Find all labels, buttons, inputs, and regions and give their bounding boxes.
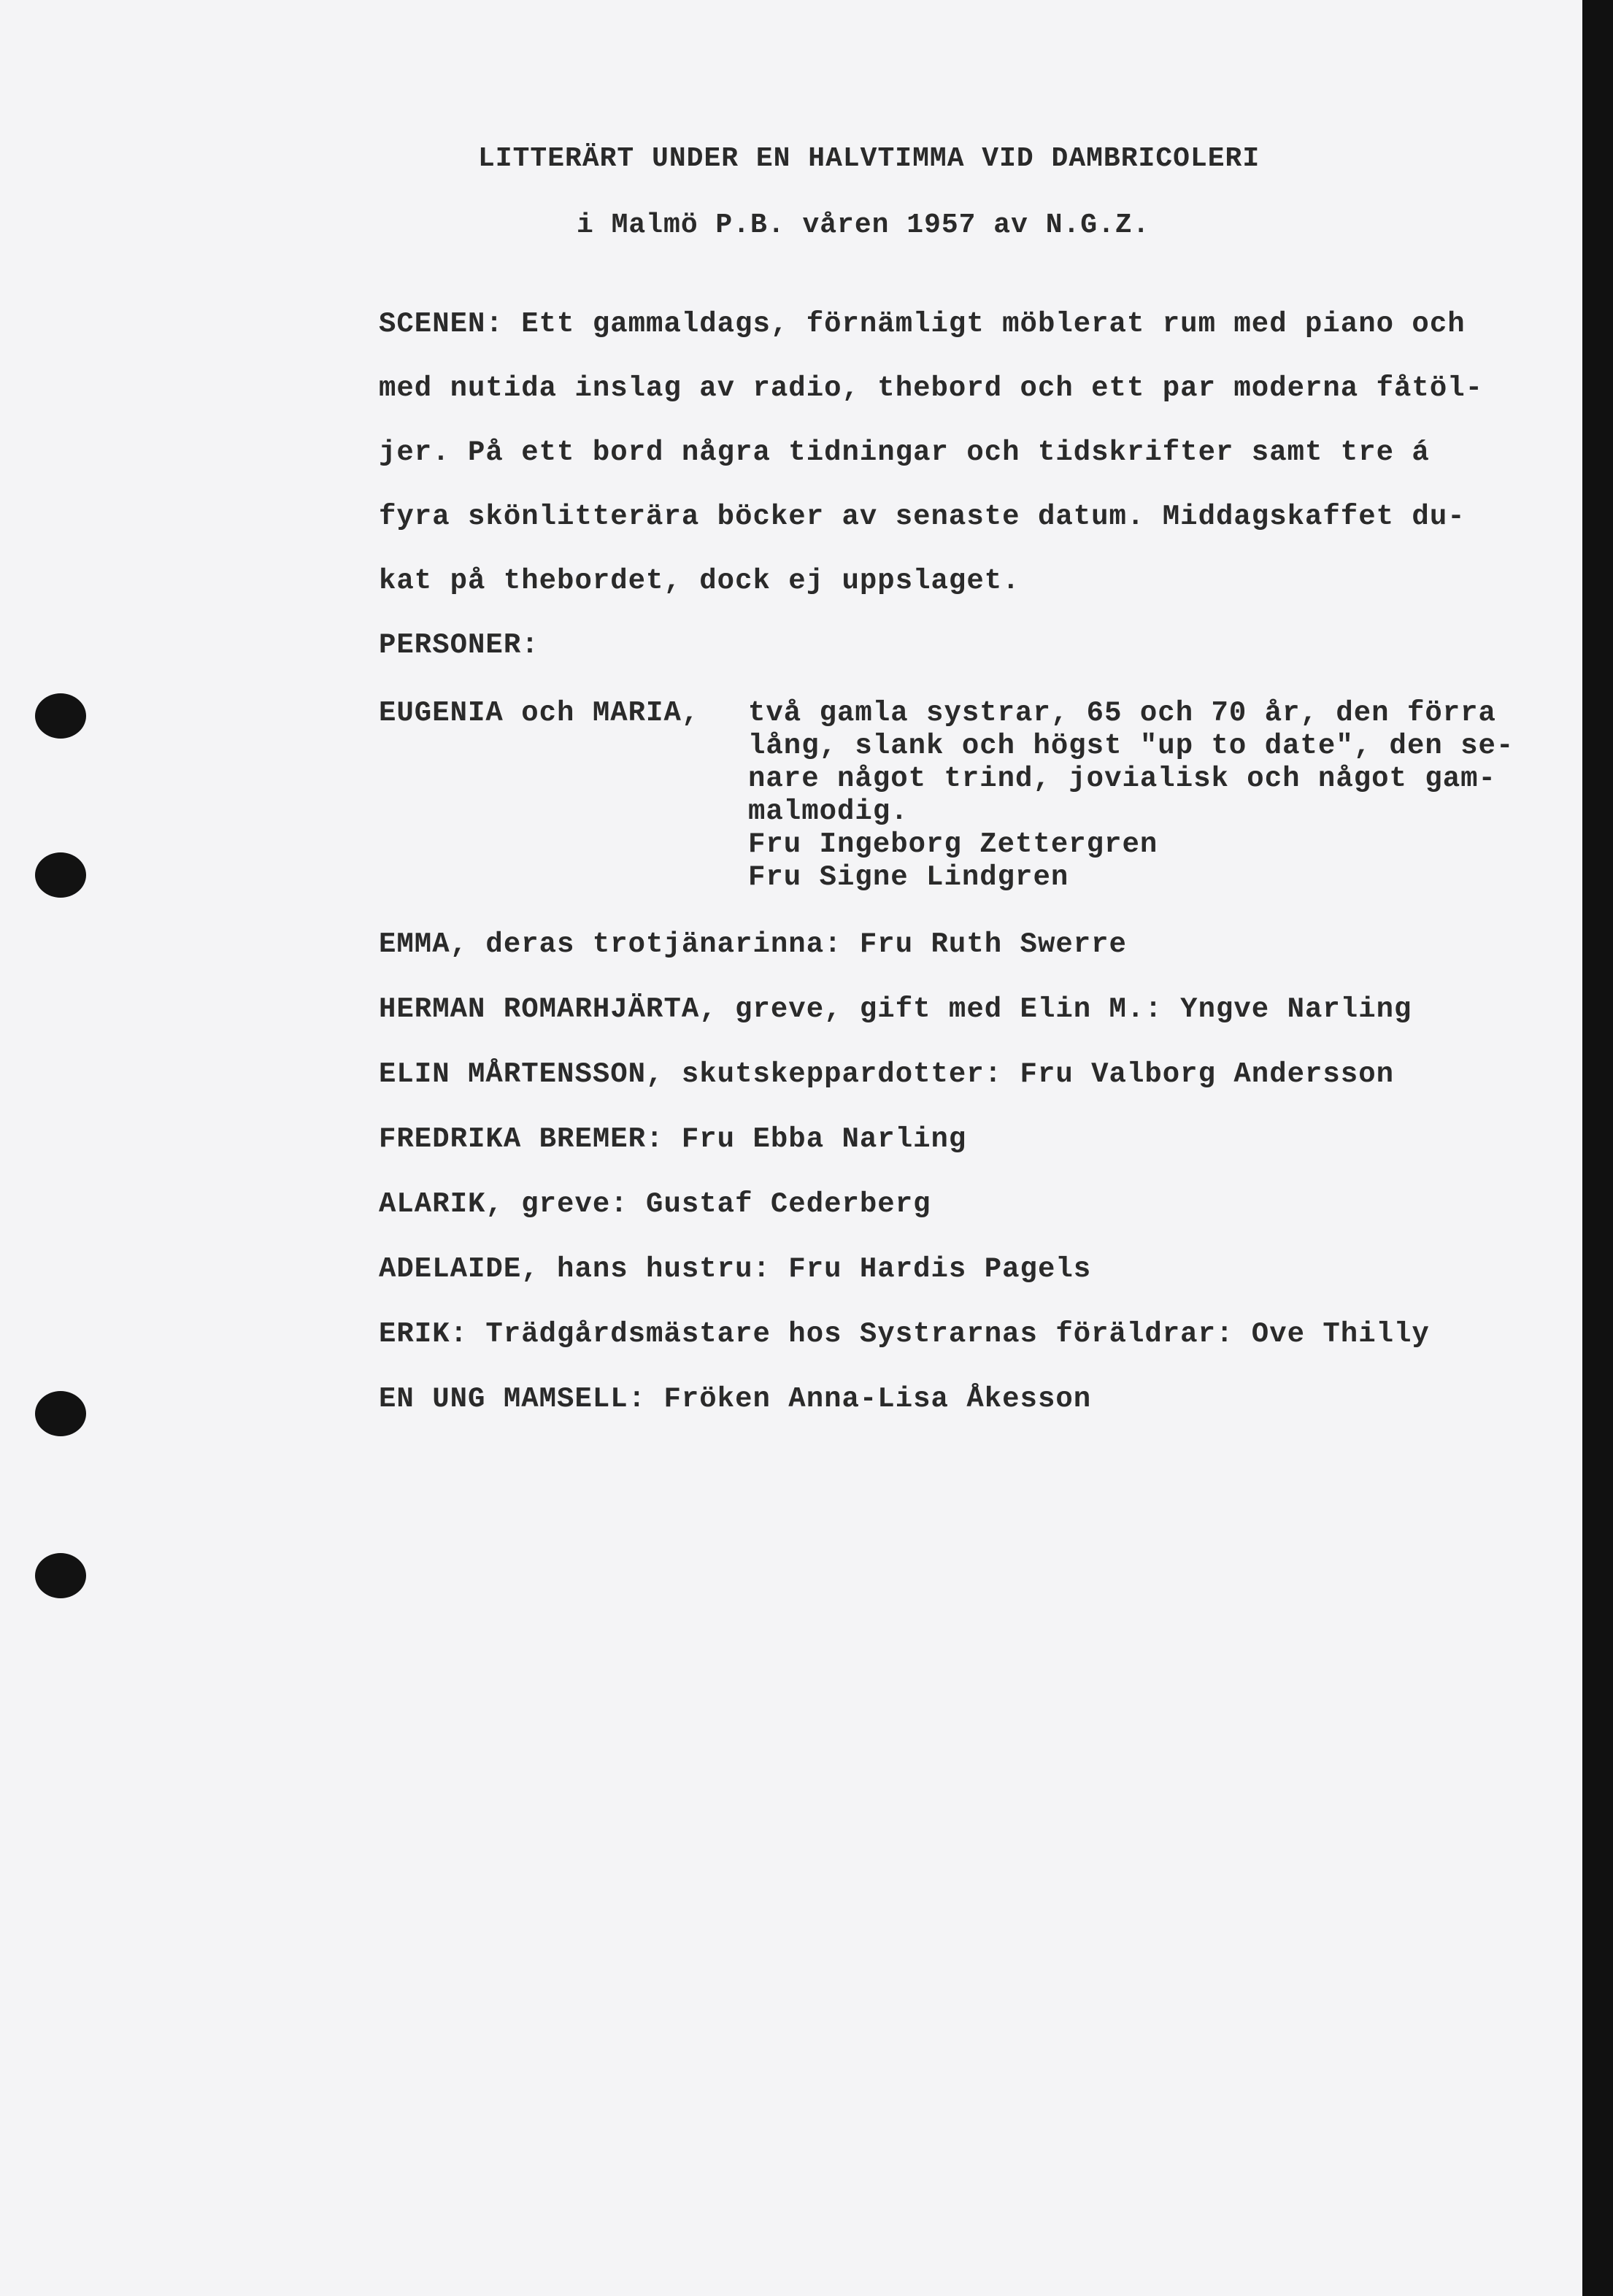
cast-description-line: malmodig.: [748, 795, 909, 828]
cast-line: ELIN MÅRTENSSON, skutskeppardotter: Fru Valborg Andersson: [379, 1058, 1395, 1090]
scene-line: med nutida inslag av radio, thebord och ett par moderna fåtöl-: [379, 372, 1484, 404]
punch-hole: [35, 1553, 86, 1598]
scene-line: fyra skönlitterära böcker av senaste datum. Middagskaffet du-: [379, 501, 1466, 533]
persons-heading: PERSONER:: [379, 629, 539, 661]
cast-actor: Fru Signe Lindgren: [748, 861, 1069, 893]
cast-line: ERIK: Trädgårdsmästare hos Systrarnas föräldrar: Ove Thilly: [379, 1318, 1430, 1350]
cast-line: EN UNG MAMSELL: Fröken Anna-Lisa Åkesson: [379, 1383, 1092, 1415]
page-edge: [1582, 0, 1613, 2296]
cast-description-line: nare något trind, jovialisk och något gam-: [748, 763, 1496, 795]
scene-line: kat på thebordet, dock ej uppslaget.: [379, 565, 1020, 597]
punch-hole: [35, 852, 86, 898]
cast-line: HERMAN ROMARHJÄRTA, greve, gift med Elin M.: Yngve Narling: [379, 993, 1412, 1025]
cast-line: FREDRIKA BREMER: Fru Ebba Narling: [379, 1123, 967, 1155]
cast-description-line: två gamla systrar, 65 och 70 år, den förra: [748, 697, 1496, 729]
scene-line: SCENEN: Ett gammaldags, förnämligt möblerat rum med piano och: [379, 308, 1466, 340]
cast-line: ALARIK, greve: Gustaf Cederberg: [379, 1188, 931, 1220]
cast-actor: Fru Ingeborg Zettergren: [748, 828, 1158, 860]
punch-hole: [35, 693, 86, 739]
document-title: LITTERÄRT UNDER EN HALVTIMMA VID DAMBRICOLERI: [478, 143, 1260, 174]
punch-hole: [35, 1391, 86, 1436]
document-subtitle: i Malmö P.B. våren 1957 av N.G.Z.: [577, 209, 1150, 241]
cast-line: EMMA, deras trotjänarinna: Fru Ruth Swerre: [379, 928, 1127, 960]
cast-description-line: lång, slank och högst "up to date", den se-: [748, 730, 1514, 762]
cast-line: ADELAIDE, hans hustru: Fru Hardis Pagels: [379, 1253, 1092, 1285]
cast-name: EUGENIA och MARIA,: [379, 697, 700, 729]
scene-line: jer. På ett bord några tidningar och tidskrifter samt tre á: [379, 436, 1430, 469]
